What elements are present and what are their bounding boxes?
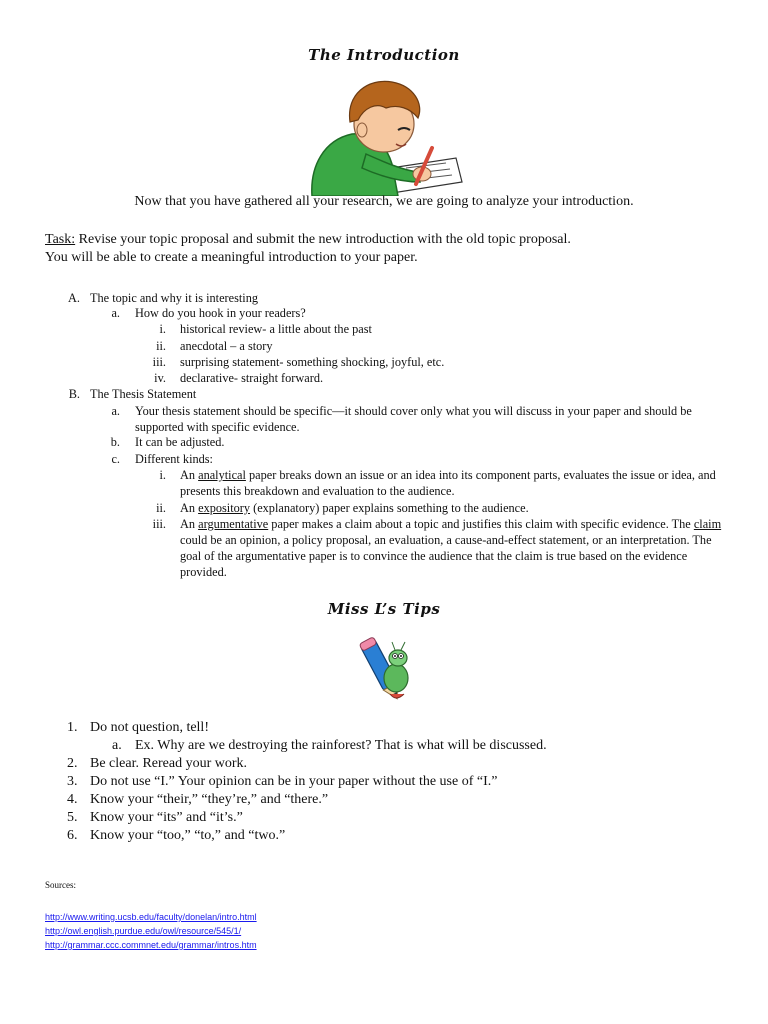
outline-item-b: The Thesis Statement bbox=[90, 387, 197, 401]
outline-item-a: The topic and why it is interesting bbox=[90, 291, 259, 305]
source-link-commnet[interactable]: http://grammar.ccc.commnet.edu/grammar/intros.htm bbox=[45, 940, 257, 950]
text-post: could be an opinion, a policy proposal, an evaluation, a cause-and-effect statement, or an interpretation. The goal of the argumentative paper is to convince the audience that the claim is true based on the evidence provided. bbox=[180, 533, 712, 579]
tip-item: Know your “too,” “to,” and “two.” bbox=[90, 828, 286, 843]
outline-marker: A. bbox=[68, 291, 80, 305]
term-expository: expository bbox=[198, 501, 251, 515]
tip-number: 4. bbox=[67, 792, 78, 807]
tip-number: 6. bbox=[67, 828, 78, 843]
sources-label: Sources: bbox=[45, 880, 76, 890]
outline-item-b-a: Your thesis statement should be specific—it should cover only what you will discuss in your paper and should be supported with specific evidence. bbox=[135, 404, 692, 434]
task-line bbox=[45, 232, 571, 248]
outline-marker: iv. bbox=[154, 371, 166, 385]
outline-marker: a. bbox=[111, 306, 120, 320]
pencil-bug-illustration bbox=[348, 634, 418, 706]
task-label: Task: bbox=[45, 232, 76, 247]
tip-number: a. bbox=[112, 738, 122, 753]
tip-item: Do not use “I.” Your opinion can be in your paper without the use of “I.” bbox=[90, 774, 498, 789]
outline-item-argumentative bbox=[180, 516, 730, 580]
term-analytical: analytical bbox=[198, 468, 246, 482]
outline-item-a-a-iv: declarative- straight forward. bbox=[180, 371, 324, 385]
outline-item-b-c: Different kinds: bbox=[135, 452, 213, 466]
tip-item: Be clear. Reread your work. bbox=[90, 756, 248, 771]
tip-number: 1. bbox=[67, 720, 78, 735]
page-title: The Introduction bbox=[308, 46, 460, 64]
outline-marker: ii. bbox=[156, 339, 166, 353]
text-post: paper breaks down an issue or an idea into its component parts, evaluates the issue or idea, and presents this breakdown and evaluation to the audience. bbox=[180, 468, 716, 498]
outline-item-a-a-ii: anecdotal – a story bbox=[180, 339, 273, 353]
text-pre: An bbox=[180, 501, 199, 515]
source-link-purdue[interactable]: http://owl.english.purdue.edu/owl/resource/545/1/ bbox=[45, 926, 242, 936]
outline-item-a-a: How do you hook in your readers? bbox=[135, 306, 306, 320]
outline-marker: i. bbox=[159, 322, 166, 336]
tip-number: 2. bbox=[67, 756, 78, 771]
outline-marker: iii. bbox=[152, 517, 166, 531]
outline-marker: i. bbox=[159, 468, 166, 482]
outline-marker: b. bbox=[110, 435, 120, 449]
text-post: (explanatory) paper explains something to the audience. bbox=[250, 501, 529, 515]
tips-title: Miss L’s Tips bbox=[327, 600, 441, 618]
text-pre: An bbox=[180, 517, 199, 531]
tip-number: 5. bbox=[67, 810, 78, 825]
outline-item-b-b: It can be adjusted. bbox=[135, 435, 225, 449]
boy-writing-illustration bbox=[306, 74, 466, 196]
task-line-2: You will be able to create a meaningful introduction to your paper. bbox=[45, 250, 418, 265]
text-pre: An bbox=[180, 468, 199, 482]
outline-marker: ii. bbox=[156, 501, 166, 515]
outline-marker: iii. bbox=[152, 355, 166, 369]
term-claim: claim bbox=[693, 517, 722, 531]
intro-paragraph: Now that you have gathered all your research, we are going to analyze your introduction. bbox=[134, 194, 634, 209]
outline-marker: c. bbox=[111, 452, 120, 466]
text-mid: paper makes a claim about a topic and justifies this claim with specific evidence. The bbox=[268, 517, 694, 531]
outline-item-expository bbox=[180, 500, 730, 516]
tip-item: Do not question, tell! bbox=[90, 720, 209, 735]
outline-item-analytical bbox=[180, 467, 730, 499]
source-link-ucsb[interactable]: http://www.writing.ucsb.edu/faculty/donelan/intro.html bbox=[45, 912, 257, 922]
outline-item-a-a-i: historical review- a little about the past bbox=[180, 322, 372, 336]
outline-marker: B. bbox=[68, 387, 80, 401]
task-text: Revise your topic proposal and submit the new introduction with the old topic proposal. bbox=[75, 232, 571, 247]
tip-item: Know your “their,” “they’re,” and “there.” bbox=[90, 792, 329, 807]
tip-subitem: Ex. Why are we destroying the rainforest? That is what will be discussed. bbox=[135, 738, 547, 753]
tip-number: 3. bbox=[67, 774, 78, 789]
outline-item-a-a-iii: surprising statement- something shocking, joyful, etc. bbox=[180, 355, 445, 369]
term-argumentative: argumentative bbox=[198, 517, 269, 531]
outline-marker: a. bbox=[111, 404, 120, 418]
tip-item: Know your “its” and “it’s.” bbox=[90, 810, 243, 825]
